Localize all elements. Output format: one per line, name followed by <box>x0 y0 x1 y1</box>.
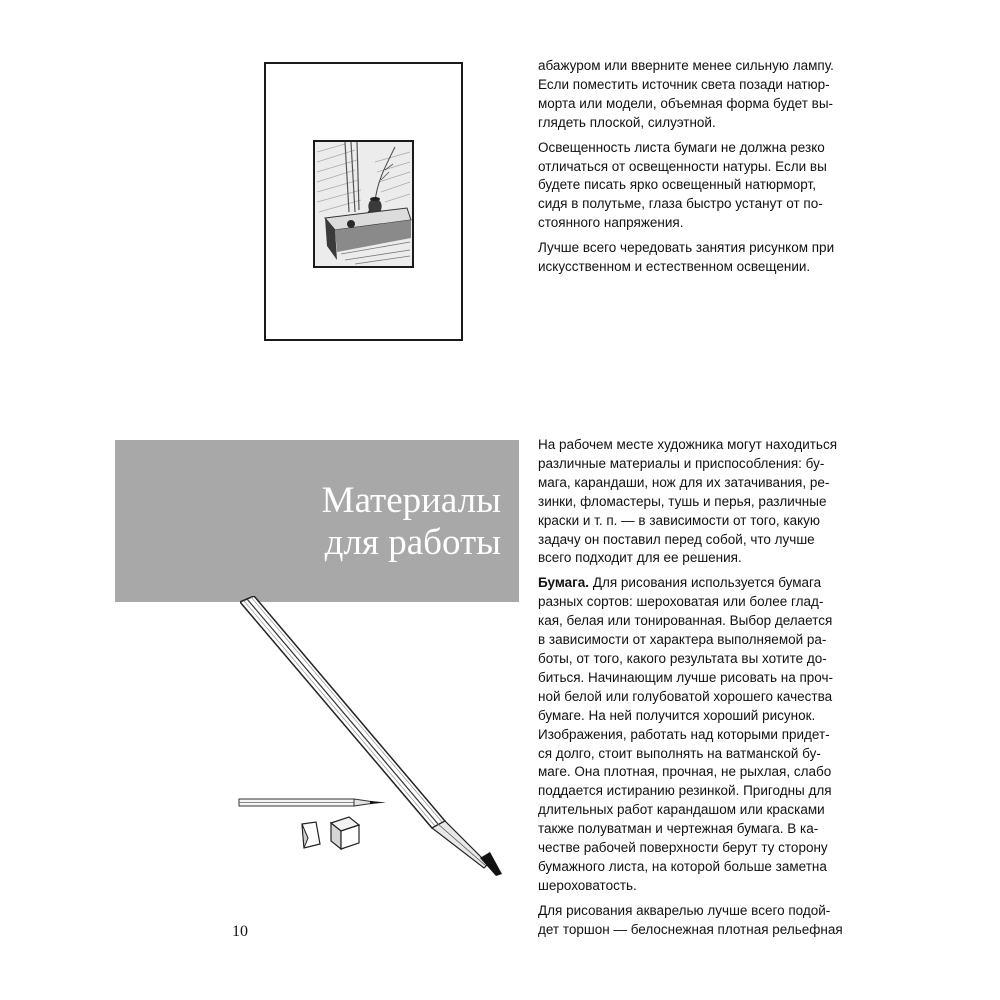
section-title-line: для работы <box>324 522 501 563</box>
text-line: отличаться от освещенности натуры. Если вы <box>538 158 827 174</box>
paragraph <box>538 57 838 133</box>
paragraph-watercolor <box>538 902 843 940</box>
text-line: бумаге. На ней получится хороший рисунок. <box>538 707 816 723</box>
pencil-illustration <box>240 596 505 886</box>
text-line: бумажного листа, на которой больше заметна <box>538 858 827 874</box>
text-line: Для рисования акварелью лучше всего подой- <box>538 902 831 918</box>
paragraph <box>538 139 838 234</box>
text-line: краски и т. п. — в зависимости от того, какую <box>538 512 821 528</box>
text-column-top <box>538 57 838 283</box>
text-line: ся долго, стоит выполнять на ватманской бу- <box>538 745 821 761</box>
text-line: честве рабочей поверхности берут ту сторону <box>538 840 828 856</box>
paragraph <box>538 239 838 277</box>
text-line: шероховатость. <box>538 877 637 893</box>
text-line: боты, от того, какого результата вы хотите до- <box>538 650 827 666</box>
text-line: На рабочем месте художника могут находиться <box>538 437 838 452</box>
text-line: Изображения, работать над которыми придет- <box>538 726 830 742</box>
text-line: кая, белая или тонированная. Выбор делается <box>538 613 833 629</box>
text-line <box>538 574 838 593</box>
text-line: длительных работ карандашом или красками <box>538 802 825 818</box>
text-line: Лучше всего чередовать занятия рисунком при <box>538 240 835 256</box>
text-line: поддается истиранию резинкой. Пригодны для <box>538 783 832 799</box>
text-line: морта или модели, объемная форма будет вы- <box>538 95 834 111</box>
paragraph-paper <box>538 574 838 895</box>
term-paper: Бумага. <box>538 575 590 591</box>
text-line: маге. Она плотная, прочная, не рыхлая, слабо <box>538 764 832 780</box>
eraser-block-icon <box>327 815 361 851</box>
text-line: разных сортов: шероховатая или более глад- <box>538 594 824 610</box>
text-line: Если поместить источник света позади натюр- <box>538 76 830 92</box>
text-line: сидя в полутьме, глаза быстро устанут от по- <box>538 196 823 212</box>
text-column-bottom <box>538 436 843 946</box>
text-line: мага, карандаши, нож для их затачивания, ре- <box>538 474 830 490</box>
text-line: Освещенность листа бумаги не должна резко <box>538 139 825 155</box>
small-pencil-icon <box>238 795 388 811</box>
text-line: дет торшон — белоснежная плотная рельефная <box>538 921 843 937</box>
text-line: также полуватман и чертежная бумага. В ка- <box>538 821 819 837</box>
text-line: биться. Начинающим лучше рисовать на проч- <box>538 669 834 685</box>
text-line: задачу он поставил перед собой, что лучше <box>538 531 815 547</box>
still-life-sketch <box>313 140 414 268</box>
still-life-drawing <box>315 142 412 266</box>
section-title-line: Материалы <box>321 480 501 521</box>
eraser-icon <box>298 820 322 850</box>
text-line: искусственном и естественном освещении. <box>538 259 811 275</box>
text-line: абажуром или вверните менее сильную лампу. <box>538 58 834 73</box>
text-line: зинки, фломастеры, тушь и перья, различные <box>538 493 827 509</box>
text-line: ной белой или голубоватой хорошего качества <box>538 688 833 704</box>
section-heading-band <box>115 440 519 602</box>
text-line: в зависимости от характера выполняемой ра- <box>538 632 827 648</box>
text-line: будете писать ярко освещенный натюрморт, <box>538 177 816 193</box>
text-line: всего подходит для ее решения. <box>538 550 742 566</box>
text-line: различные материалы и приспособления: бу- <box>538 455 825 471</box>
page-number: 10 <box>232 923 248 940</box>
text-fragment: Для рисования используется бумага <box>589 575 822 591</box>
text-line: стоянного напряжения. <box>538 215 684 231</box>
text-line: глядеть плоской, силуэтной. <box>538 114 716 130</box>
paragraph-intro <box>538 436 838 568</box>
section-title <box>322 480 501 564</box>
